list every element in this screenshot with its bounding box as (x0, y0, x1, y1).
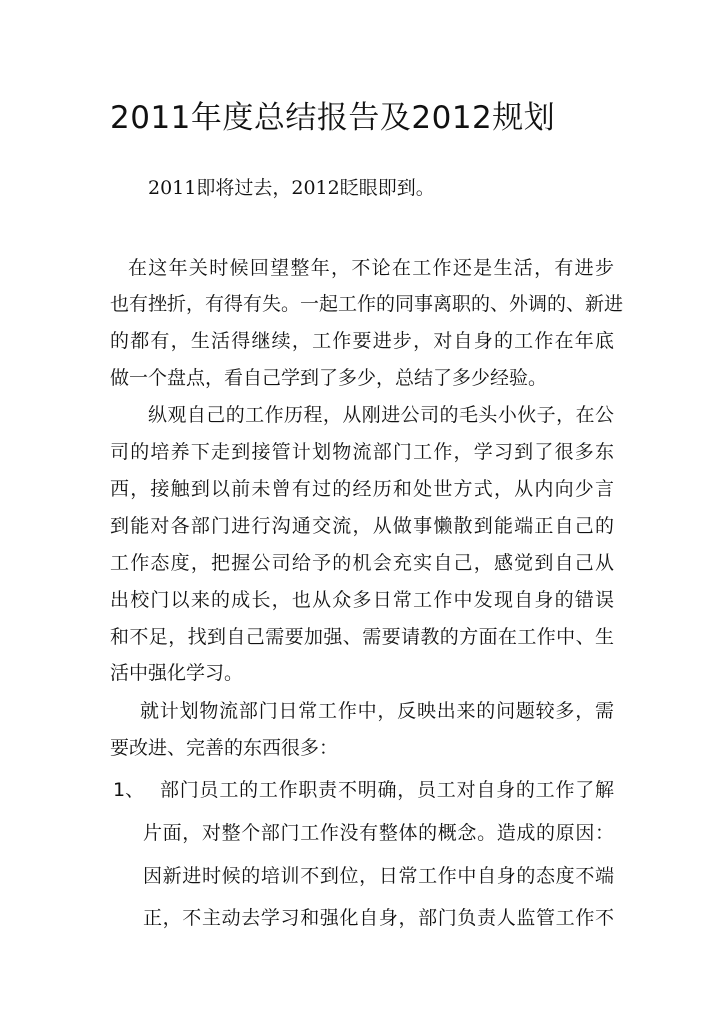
list-item-number: 1、 (113, 779, 145, 801)
paragraph1-line-1: 在这年关时候回望整年，不论在工作还是生活，有进步 (128, 257, 614, 279)
list-item-line-2: 片面，对整个部门工作没有整体的概念。造成的原因： (143, 822, 614, 844)
paragraph1-line-3: 的都有，生活得继续，工作要进步，对自身的工作在年底 (110, 330, 614, 352)
list-item-line-1: 部门员工的工作职责不明确，员工对自身的工作了解 (160, 779, 614, 801)
paragraph1-line-4: 做一个盘点，看自己学到了多少，总结了多少经验。 (110, 367, 548, 389)
paragraph2-line-8: 活中强化学习。 (110, 662, 244, 684)
paragraph2-line-1: 纵观自己的工作历程，从刚进公司的毛头小伙子，在公 (148, 404, 614, 426)
paragraph2-line-2: 司的培养下走到接管计划物流部门工作，学习到了很多东 (110, 441, 614, 463)
paragraph2-line-4: 到能对各部门进行沟通交流，从做事懒散到能端正自己的 (110, 515, 614, 537)
paragraph2-line-3: 西，接触到以前未曾有过的经历和处世方式，从内向少言 (110, 478, 614, 500)
paragraph3-line-1: 就计划物流部门日常工作中，反映出来的问题较多，需 (140, 700, 614, 722)
list-item-line-4: 正，不主动去学习和强化自身，部门负责人监管工作不 (143, 907, 614, 929)
document-title: 2011年度总结报告及2012规划 (110, 100, 556, 136)
paragraph2-line-7: 和不足，找到自己需要加强、需要请教的方面在工作中、生 (110, 626, 614, 648)
paragraph2-line-5: 工作态度，把握公司给予的机会充实自己，感觉到自己从 (110, 552, 614, 574)
list-item-line-3: 因新进时候的培训不到位，日常工作中自身的态度不端 (143, 865, 614, 887)
paragraph2-line-6: 出校门以来的成长，也从众多日常工作中发现自身的错误 (110, 589, 614, 611)
paragraph1-line-2: 也有挫折，有得有失。一起工作的同事离职的、外调的、新进 (110, 293, 624, 315)
intro-line: 2011即将过去，2012眨眼即到。 (148, 177, 435, 199)
paragraph3-line-2: 要改进、完善的东西很多： (110, 737, 339, 759)
